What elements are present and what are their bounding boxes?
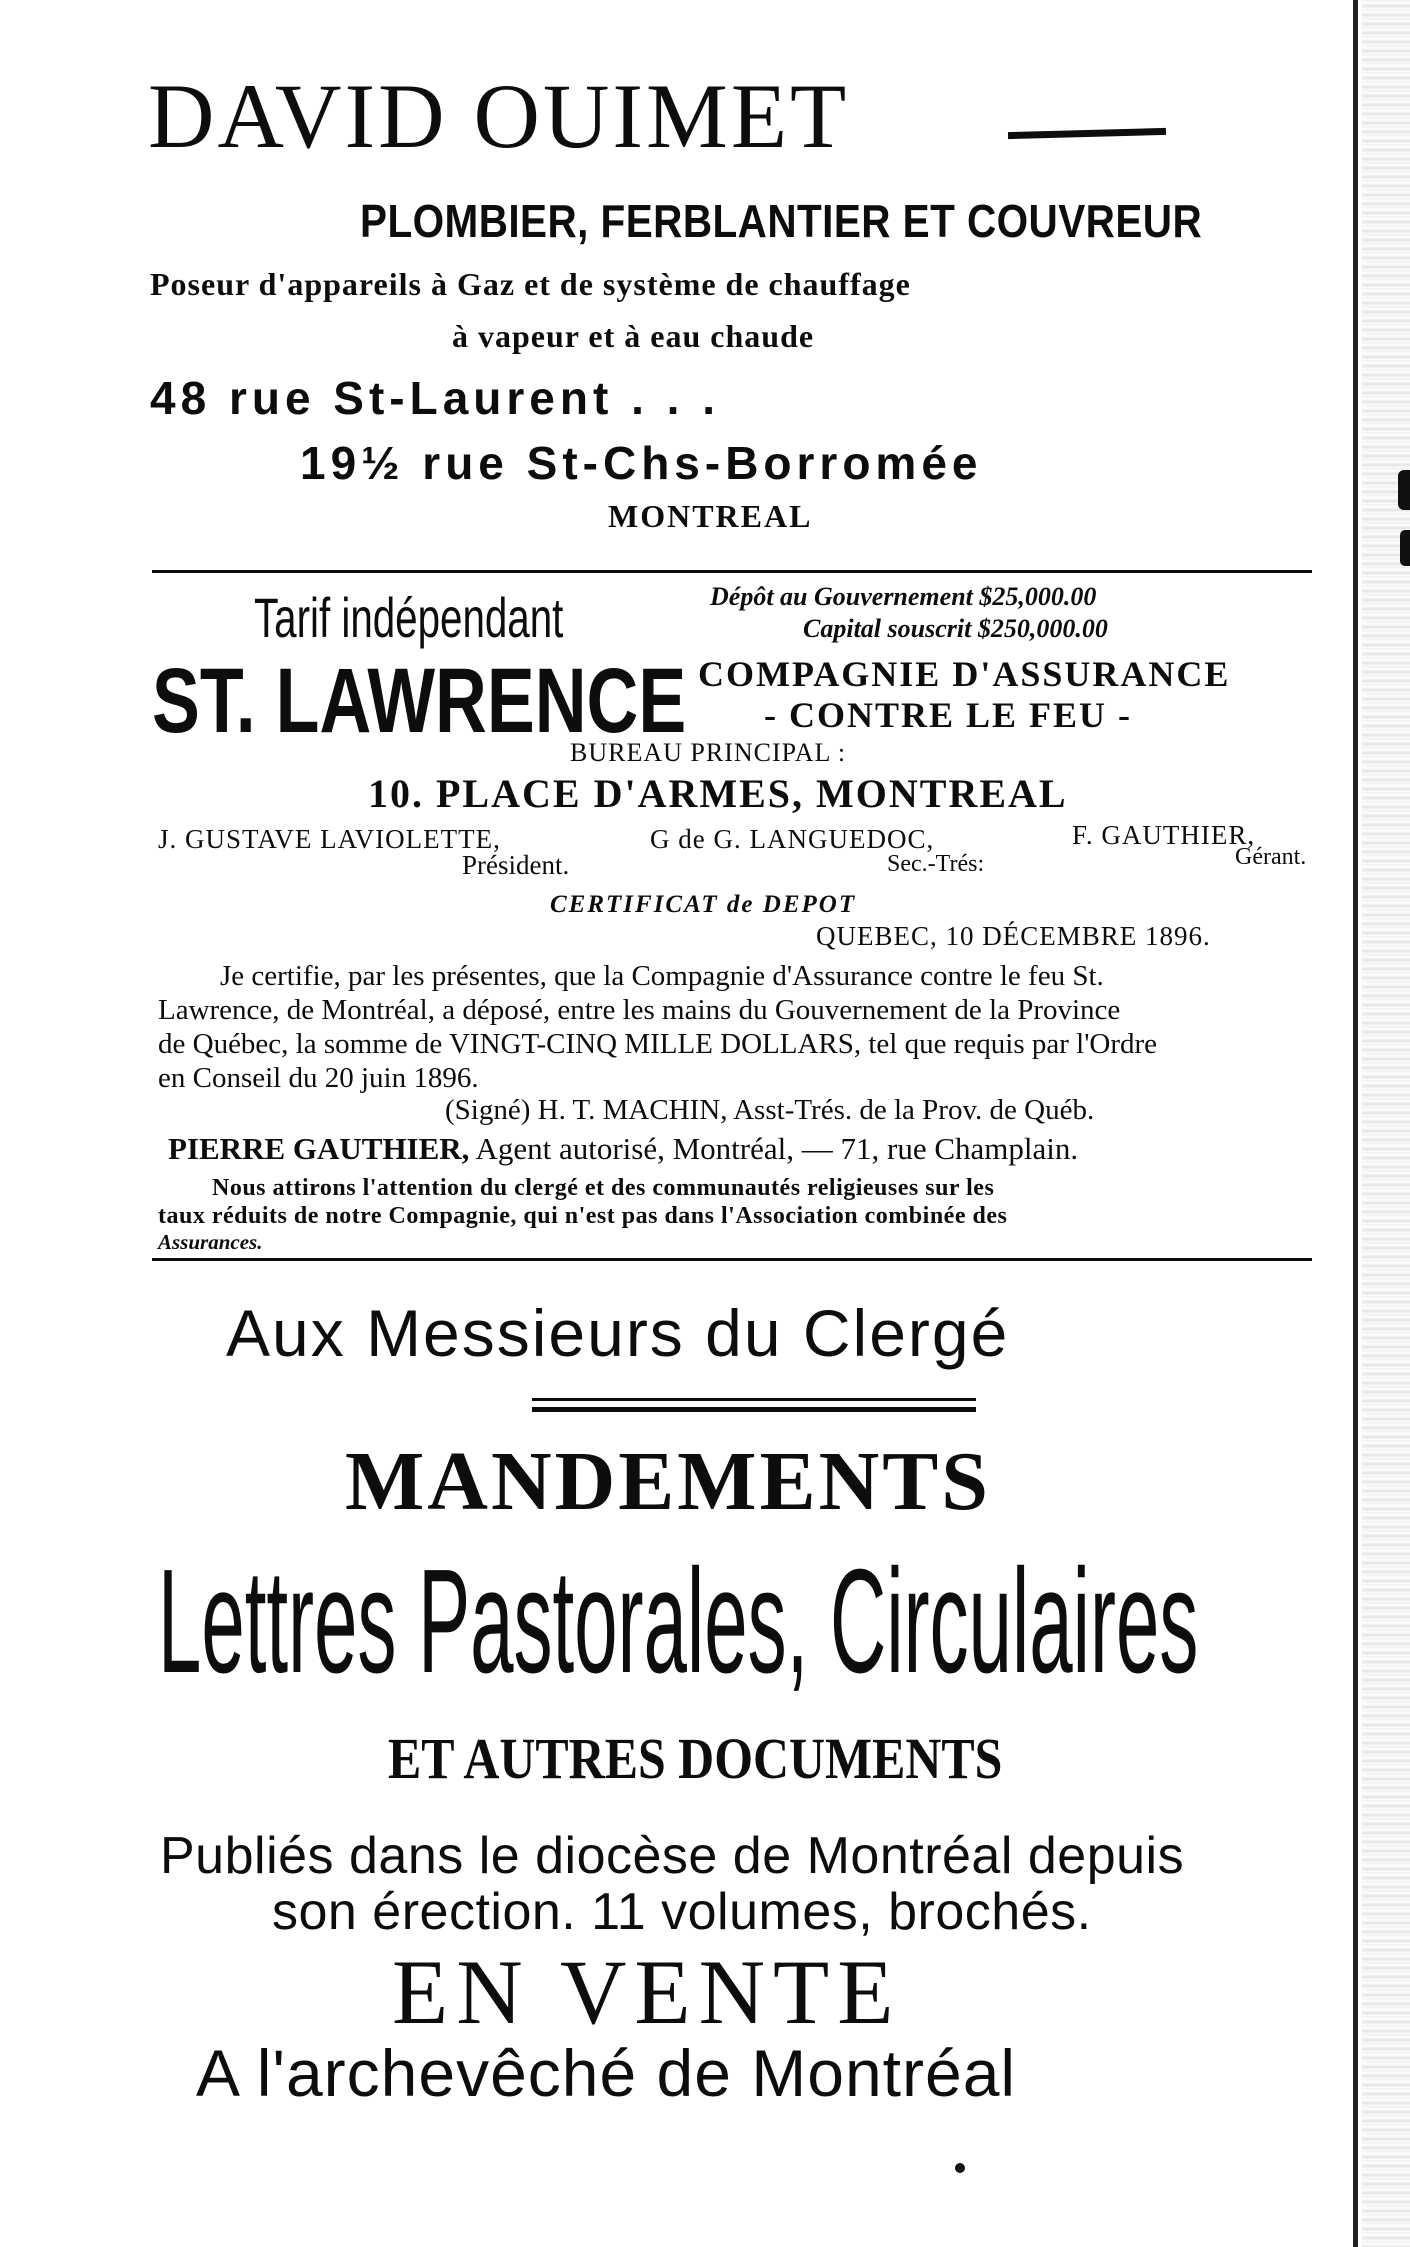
section-divider-2 [152, 1258, 1312, 1261]
other-documents: ET AUTRES DOCUMENTS [388, 1726, 1003, 1791]
publication-desc-line1: Publiés dans le diocèse de Montréal depuis [160, 1827, 1185, 1885]
certificate-line: Lawrence, de Montréal, a déposé, entre les mains du Gouvernement de la Province [158, 994, 1121, 1026]
clergy-heading: Aux Messieurs du Clergé [226, 1296, 1010, 1370]
agent-name: PIERRE GAUTHIER, [168, 1131, 470, 1166]
certificate-title: CERTIFICAT de DEPOT [550, 891, 857, 918]
officer-president-title: Président. [462, 850, 570, 880]
officer-manager-title: Gérant. [1235, 844, 1307, 870]
capital-amount: Capital souscrit $250,000.00 [803, 614, 1108, 643]
certificate-line: Je certifie, par les présentes, que la Compagnie d'Assurance contre le feu St. [220, 960, 1104, 992]
section-divider-1 [152, 570, 1312, 573]
notice-line: taux réduits de notre Compagnie, qui n'est pas dans l'Association combinée des [158, 1203, 1008, 1229]
pastoral-letters: Lettres Pastorales, Circulaires [158, 1539, 1199, 1704]
page-edge-mark [1398, 470, 1410, 510]
page-edge-mark [1400, 530, 1410, 566]
certificate-line: de Québec, la somme de VINGT-CINQ MILLE DOLLARS, tel que requis par l'Ordre [158, 1028, 1158, 1060]
notice-line: Assurances. [158, 1230, 263, 1254]
for-sale: EN VENTE [392, 1941, 902, 2043]
ouimet-services-line1: Poseur d'appareils à Gaz et de système de chauffage [150, 266, 911, 302]
certificate-line: en Conseil du 20 juin 1896. [158, 1062, 479, 1094]
page-edge-shadow [1353, 0, 1358, 2247]
double-rule-bottom [532, 1407, 976, 1412]
agent-details: Agent autorisé, Montréal, — 71, rue Champlain. [469, 1131, 1079, 1166]
office-address: 10. PLACE D'ARMES, MONTREAL [368, 771, 1068, 816]
ouimet-services-line2: à vapeur et à eau chaude [452, 318, 815, 354]
ouimet-trade: PLOMBIER, FERBLANTIER ET COUVREUR [360, 195, 1203, 247]
ouimet-name-dash [1008, 128, 1166, 139]
officer-secretary-title: Sec.-Trés: [887, 851, 985, 877]
deposit-amount: Dépôt au Gouvernement $25,000.00 [710, 582, 1097, 611]
officer-secretary-name: G de G. LANGUEDOC, [650, 824, 935, 854]
company-type-line1: COMPAGNIE D'ASSURANCE [698, 654, 1231, 694]
company-type-line2: - CONTRE LE FEU - [764, 695, 1133, 735]
officer-president-name: J. GUSTAVE LAVIOLETTE, [158, 824, 501, 854]
sale-location: A l'archevêché de Montréal [196, 2036, 1017, 2110]
company-name: ST. LAWRENCE [152, 650, 687, 752]
certificate-date: QUEBEC, 10 DÉCEMBRE 1896. [816, 921, 1211, 951]
agent-line [168, 1133, 1078, 1164]
notice-line: Nous attirons l'attention du clergé et des communautés religieuses sur les [212, 1175, 995, 1201]
double-rule-top [532, 1398, 976, 1401]
certificate-signature: (Signé) H. T. MACHIN, Asst-Trés. de la Prov. de Québ. [445, 1094, 1095, 1126]
ouimet-address1: 48 rue St-Laurent . . . [150, 372, 720, 424]
ouimet-address2: 19½ rue St-Chs-Borromée [300, 437, 983, 489]
office-label: BUREAU PRINCIPAL : [570, 738, 847, 767]
tariff-label: Tarif indépendant [254, 586, 564, 649]
printer-dot [955, 2163, 965, 2173]
page-edge-speckle [1362, 0, 1410, 2247]
mandements-title: MANDEMENTS [345, 1435, 992, 1528]
ouimet-name: DAVID OUIMET [148, 65, 850, 167]
publication-desc-line2: son érection. 11 volumes, brochés. [272, 1883, 1092, 1941]
officer-manager-name: F. GAUTHIER, [1072, 820, 1256, 850]
ouimet-city: MONTREAL [608, 498, 813, 534]
